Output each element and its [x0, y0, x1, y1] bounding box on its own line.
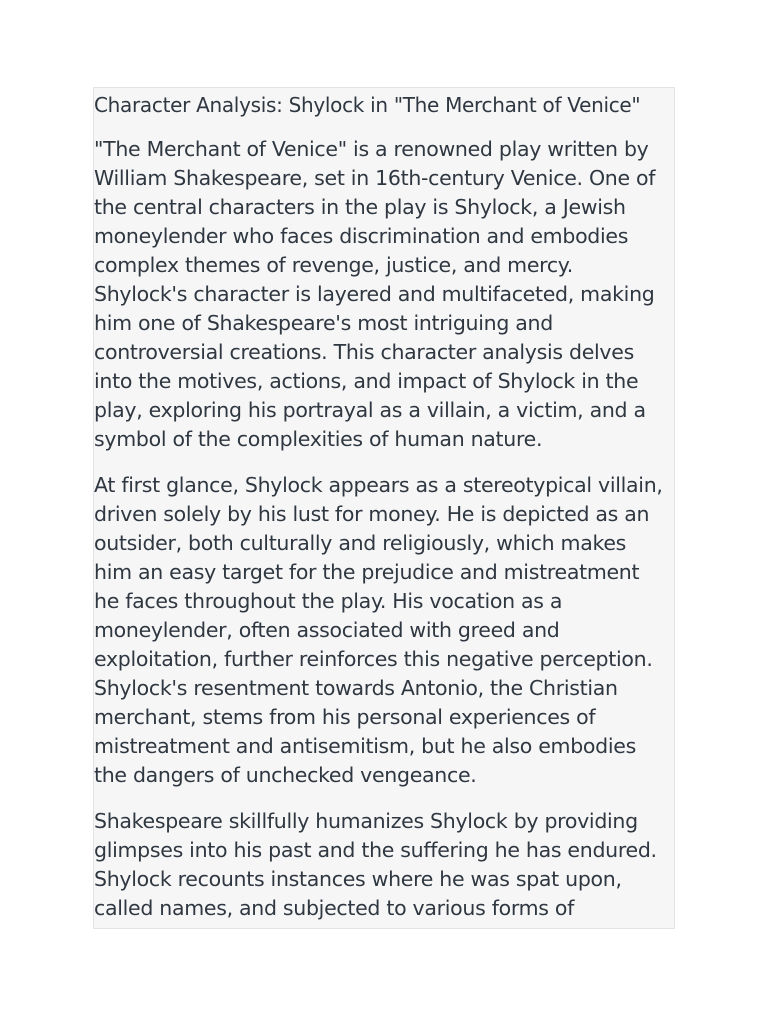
paragraph-introduction: "The Merchant of Venice" is a renowned play written by William Shakespeare, set in 16th-century Venice. One of the central characters in the play is Shylock, a Jewish moneylender who faces discrimination and embodies complex themes of revenge, justice, and mercy. Shylock's character is layered and multifaceted, making him one of Shakespeare's most intriguing and controversial creations. This character analysis delves into the motives, actions, and impact of Shylock in the play, exploring his portrayal as a villain, a victim, and a symbol of the complexities of human nature.	[94, 137, 656, 451]
document-panel	[93, 87, 675, 929]
document-content	[94, 92, 668, 929]
paragraph-humanization: Shakespeare skillfully humanizes Shylock by providing glimpses into his past and the suffering he has endured. Shylock recounts instances where he was spat upon, called names, and subjected to various forms of	[94, 809, 657, 920]
paragraph-villain: At first glance, Shylock appears as a stereotypical villain, driven solely by his lust for money. He is depicted as an outsider, both culturally and religiously, which makes him an easy target for the prejudice and mistreatment he faces throughout the play. His vocation as a moneylender, often associated with greed and exploitation, further reinforces this negative perception. Shylock's resentment towards Antonio, the Christian merchant, stems from his personal experiences of mistreatment and antisemitism, but he also embodies the dangers of unchecked vengeance.	[94, 473, 663, 787]
document-title: Character Analysis: Shylock in "The Merchant of Venice"	[94, 93, 641, 117]
